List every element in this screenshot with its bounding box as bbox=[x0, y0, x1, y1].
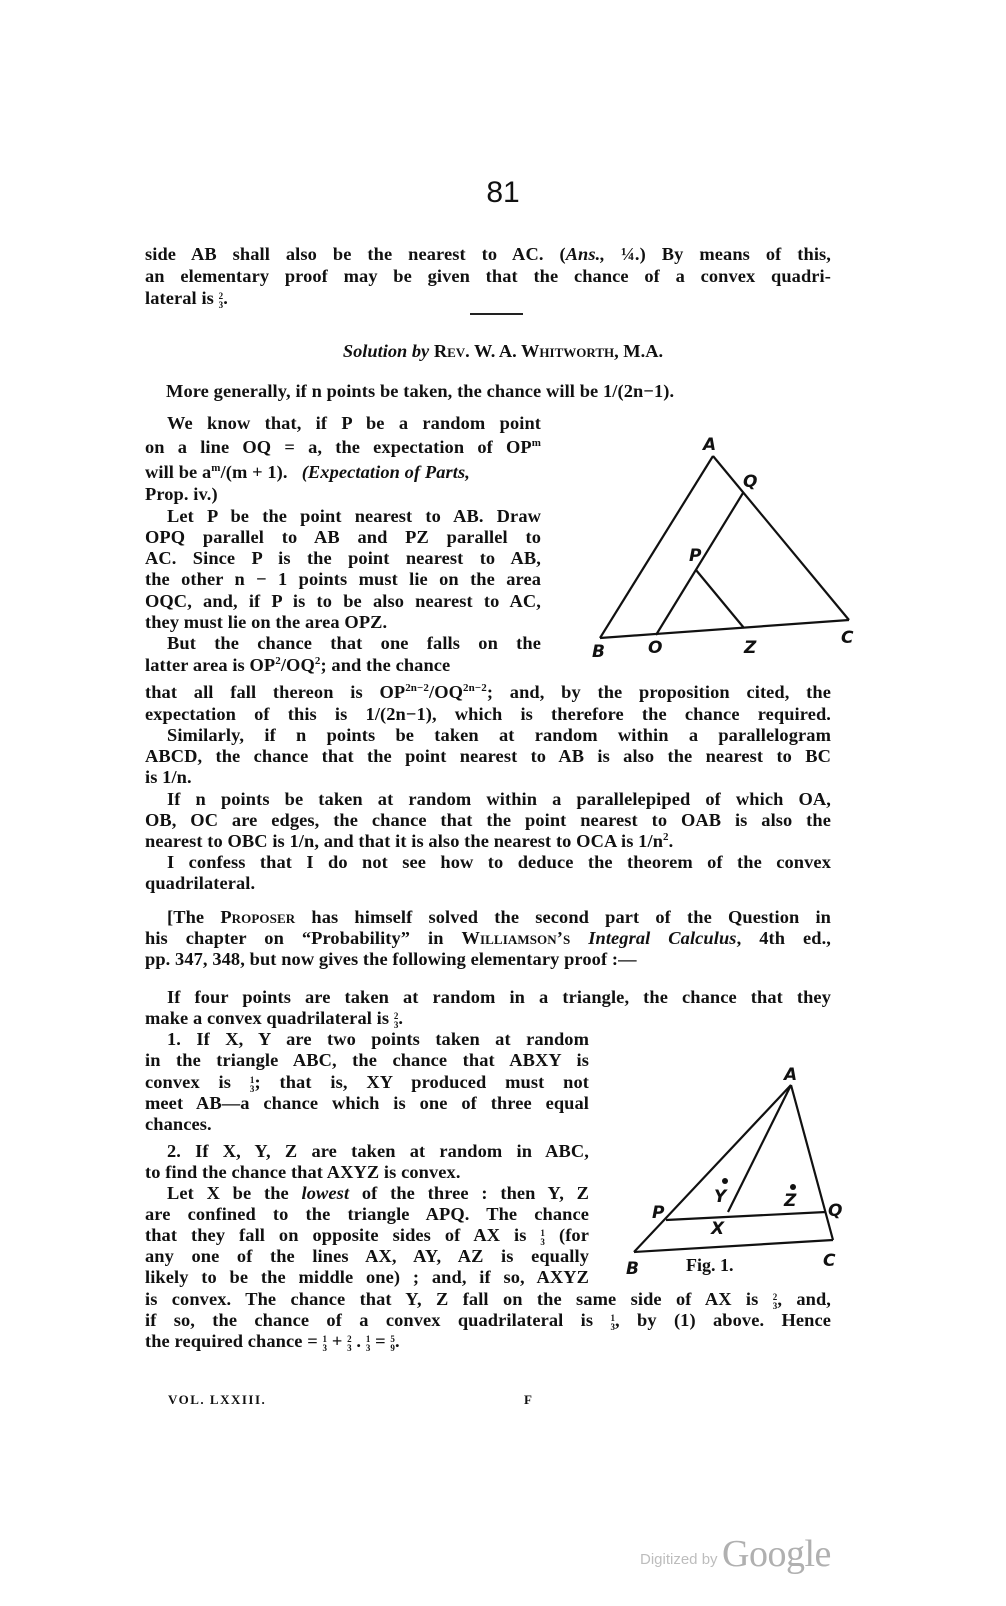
step1-line-1: 1. If X, Y are two points taken at random bbox=[167, 1029, 589, 1049]
step2-line-4: are confined to the triangle APQ. The chance bbox=[145, 1204, 589, 1224]
answer-label: Ans., bbox=[565, 244, 606, 264]
step2-line-9: if so, the chance of a convex quadrilateral is 1 3 , by (1) above. Hence bbox=[145, 1310, 831, 1332]
section-divider bbox=[470, 313, 523, 315]
para2-line-1: Let P be the point nearest to AB. Draw bbox=[167, 506, 541, 526]
solution-heading bbox=[0, 341, 1006, 362]
general-statement: More generally, if n points be taken, the chance will be 1/(2n−1). bbox=[166, 381, 675, 401]
intro-line-2: an elementary proof may be given that the chance of a convex quadri- bbox=[145, 266, 831, 286]
label-o: O bbox=[648, 638, 663, 658]
para4-line-1: Similarly, if n points be taken at random within a parallelogram bbox=[167, 725, 831, 745]
label-q: Q bbox=[828, 1201, 843, 1221]
step2-line-6: any one of the lines AX, AY, AZ is equally bbox=[145, 1246, 589, 1266]
side-ac bbox=[713, 456, 849, 620]
para6-line-1: I confess that I do not see how to deduce the theorem of the convex bbox=[167, 852, 831, 872]
para6-line-2: quadrilateral. bbox=[145, 873, 256, 893]
author-williamson: Williamson’s bbox=[461, 928, 571, 948]
step2-line-1: 2. If X, Y, Z are taken at random in ABC, bbox=[167, 1141, 589, 1161]
step1-line-4: meet AB—a chance which is one of three equal bbox=[145, 1093, 589, 1113]
step2-line-10: the required chance = 1 3 + 2 3 . 1 3 = 5 9 . bbox=[145, 1331, 400, 1353]
solution-prefix: Solution by bbox=[342, 341, 430, 361]
fraction-one-third: 1 3 bbox=[249, 1075, 255, 1094]
para2-line-6: they must lie on the area OPZ. bbox=[145, 612, 388, 632]
proposer-line-2: his chapter on “Probability” in Williamson’s Integral Calculus, 4th ed., bbox=[145, 928, 831, 948]
step2-line-8: is convex. The chance that Y, Z fall on the same side of AX is 2 3 , and, bbox=[145, 1289, 831, 1311]
intro-line-3: lateral is 2 3 . bbox=[145, 288, 228, 310]
label-b: B bbox=[626, 1259, 639, 1279]
digitized-watermark bbox=[640, 1532, 831, 1576]
step2-line-5: that they fall on opposite sides of AX is 1 3 (for bbox=[145, 1225, 589, 1247]
para5-line-1: If n points be taken at random within a parallelepiped of which OA, bbox=[167, 789, 831, 809]
step1-line-3: convex is 1 3 ; that is, XY produced must not bbox=[145, 1072, 589, 1094]
fraction-one-third: 1 3 bbox=[540, 1228, 546, 1247]
footer-volume: VOL. LXXIII. bbox=[168, 1392, 267, 1407]
fraction-two-thirds: 2 3 bbox=[772, 1292, 778, 1311]
book-title: Integral Calculus bbox=[588, 928, 737, 948]
fraction-two-thirds: 2 3 bbox=[347, 1334, 352, 1353]
theorem-line-2: make a convex quadrilateral is 2 3 . bbox=[145, 1008, 404, 1030]
para3-line-1: But the chance that one falls on the bbox=[167, 633, 541, 653]
side-bc bbox=[600, 620, 849, 638]
fraction-one-third: 1 3 bbox=[610, 1313, 616, 1332]
label-y: Y bbox=[714, 1187, 727, 1207]
intro-line-3-text: lateral is bbox=[145, 288, 214, 308]
para5-line-2: OB, OC are edges, the chance that the point nearest to OAB is also the bbox=[145, 810, 831, 830]
footer-signature: F bbox=[524, 1392, 532, 1407]
step2-line-7: likely to be the middle one) ; and, if so, AXYZ bbox=[145, 1267, 589, 1287]
para5-line-3: nearest to OBC is 1/n, and that it is also the nearest to OCA is $1/n^2$. bbox=[145, 831, 674, 851]
para2-line-4: the other n − 1 points must lie on the area bbox=[145, 569, 541, 589]
intro-line-1: side AB shall also be the nearest to AC. (Ans., ¼.) By means of this, bbox=[145, 244, 832, 264]
proposer-line-1: [The Proposer has himself solved the second part of the Question in bbox=[167, 907, 831, 927]
label-p: P bbox=[689, 546, 702, 566]
side-ac bbox=[791, 1085, 833, 1240]
side-bc bbox=[634, 1240, 833, 1252]
point-y bbox=[722, 1178, 728, 1184]
para3-line-4: expectation of this is 1/(2n−1), which is therefore the chance required. bbox=[145, 704, 831, 724]
page-number: 81 bbox=[486, 176, 520, 209]
figure-1 bbox=[600, 1030, 843, 1280]
label-x: X bbox=[711, 1219, 725, 1239]
fraction-two-thirds: 2 3 bbox=[393, 1011, 399, 1030]
para3-line-2: latter area is $OP^2/OQ^2$; and the chance bbox=[145, 655, 451, 675]
line-pq bbox=[666, 1212, 826, 1220]
step2-line-3: Let X be the lowest of the three : then Y, Z bbox=[167, 1183, 590, 1203]
google-logo: Google bbox=[722, 1533, 831, 1575]
step2-line-2: to find the chance that AXYZ is convex. bbox=[145, 1162, 461, 1182]
fraction-result: 5 9 bbox=[390, 1334, 396, 1353]
label-c: C bbox=[823, 1251, 836, 1271]
theorem-line-1: If four points are taken at random in a triangle, the chance that they bbox=[167, 987, 831, 1007]
para4-line-2: ABCD, the chance that the point nearest to AB is also the nearest to BC bbox=[145, 746, 831, 766]
para1-line-1: We know that, if P be a random point bbox=[167, 413, 541, 433]
label-c: C bbox=[841, 628, 854, 648]
fraction-two-thirds: 2 3 bbox=[218, 291, 224, 310]
intro-text-end: By means of this, bbox=[661, 244, 832, 264]
label-q: Q bbox=[743, 472, 758, 492]
para2-line-2: OPQ parallel to AB and PZ parallel to bbox=[145, 527, 541, 547]
para1-line-3: will be $a^m/(m + 1)$. (Expectation of Parts, bbox=[145, 462, 470, 482]
label-a: A bbox=[784, 1065, 798, 1085]
fraction-one-third: 1 3 bbox=[322, 1334, 328, 1353]
emphasis-lowest: lowest bbox=[301, 1183, 350, 1203]
proposer-label: Proposer bbox=[220, 907, 296, 927]
label-p: P bbox=[652, 1203, 665, 1223]
answer-value: ¼.) bbox=[620, 244, 646, 264]
proposer-line-3: pp. 347, 348, but now gives the following elementary proof :— bbox=[145, 949, 637, 969]
step1-line-2: in the triangle ABC, the chance that ABXY is bbox=[145, 1050, 589, 1070]
para2-line-5: OQC, and, if P is to be also nearest to AC, bbox=[145, 591, 541, 611]
para1-line-4: Prop. iv.) bbox=[145, 484, 218, 504]
label-z: Z bbox=[744, 638, 757, 658]
watermark-prefix: Digitized by bbox=[640, 1551, 718, 1568]
para1-line-2: on a line OQ = a, the expectation of $OP^m$ bbox=[145, 437, 541, 457]
citation-title: (Expectation of Parts, bbox=[301, 462, 470, 482]
label-z: Z bbox=[784, 1191, 797, 1211]
point-z bbox=[790, 1184, 796, 1190]
intro-text: side AB shall also be the nearest to AC. bbox=[145, 244, 544, 264]
label-b: B bbox=[592, 642, 605, 662]
label-a: A bbox=[703, 435, 717, 455]
para3-line-3: that all fall thereon is $OP^{2n-2}/OQ^{2n-2}$; and, by the proposition cited, the bbox=[145, 682, 831, 702]
solution-author: Rev. W. A. Whitworth, M.A. bbox=[433, 341, 664, 361]
step1-line-5: chances. bbox=[145, 1114, 212, 1134]
line-ax bbox=[728, 1085, 791, 1212]
figure-caption: Fig. 1. bbox=[686, 1255, 734, 1275]
figure-triangle-opq bbox=[560, 415, 854, 662]
para4-line-3: is 1/n. bbox=[145, 767, 192, 787]
fraction-one-third: 1 3 bbox=[365, 1334, 371, 1353]
line-pz bbox=[696, 570, 744, 628]
para2-line-3: AC. Since P is the point nearest to AB, bbox=[145, 548, 541, 568]
